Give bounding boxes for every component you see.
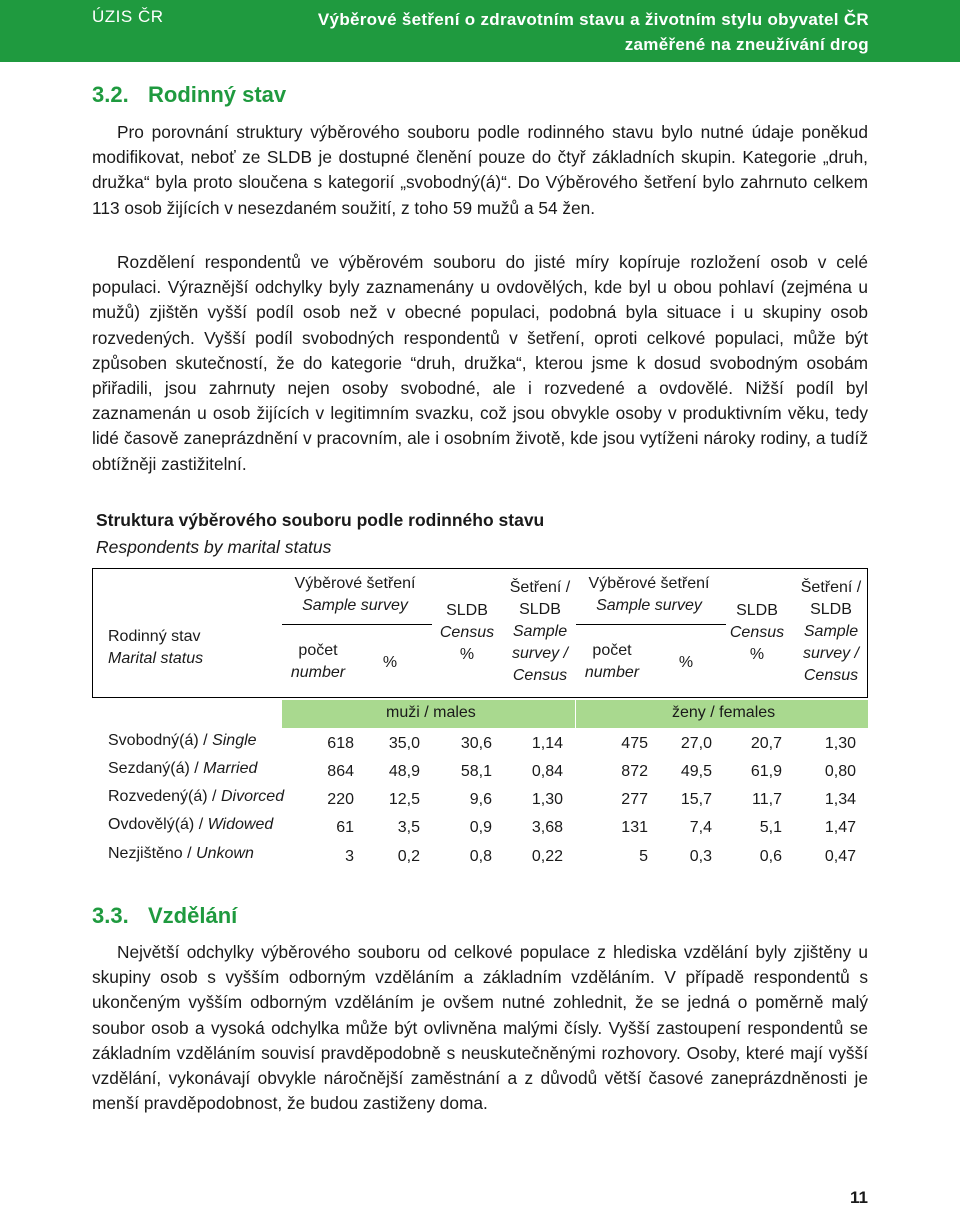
table-cell: 27,0 <box>680 735 712 752</box>
table-cell: 5,1 <box>759 819 782 836</box>
table-cell: 1,47 <box>824 819 856 836</box>
table-cell: 15,7 <box>680 791 712 808</box>
table-cell: 0,84 <box>531 763 563 780</box>
table-cell: 7,4 <box>689 819 712 836</box>
col-header-en: Sample survey <box>596 597 702 614</box>
table-cell: 12,5 <box>388 791 420 808</box>
col-header-line: SLDB <box>810 601 852 618</box>
table-cell: 618 <box>327 735 354 752</box>
col-header-census-males <box>432 600 502 666</box>
section-title: Rodinný stav <box>148 82 287 107</box>
table-cell: 3,68 <box>531 819 563 836</box>
header-underline <box>576 624 726 625</box>
table-cell: 131 <box>621 819 648 836</box>
table-cell: 9,6 <box>469 791 492 808</box>
table-cell: 220 <box>327 791 354 808</box>
table-cell: 0,6 <box>759 848 782 865</box>
table-cell: 864 <box>327 763 354 780</box>
col-header-marital-status <box>108 626 203 670</box>
row-label-en: Unkown <box>196 845 254 862</box>
row-label <box>108 788 284 806</box>
table-cell: 0,8 <box>469 848 492 865</box>
col-header-cz: Výběrové šetření <box>294 575 416 592</box>
band-males <box>282 700 575 728</box>
table-cell: 0,3 <box>689 848 712 865</box>
col-header-count-males <box>282 640 354 684</box>
header-underline <box>282 624 432 625</box>
band-label: muži / males <box>386 704 476 721</box>
col-header-census-females <box>722 600 792 666</box>
col-header-en: number <box>290 664 346 681</box>
header-title-line1: Výběrové šetření o zdravotním stavu a životním stylu obyvatel ČR <box>317 10 869 29</box>
col-header-line: Census <box>512 667 568 684</box>
header-org: ÚZIS ČR <box>92 7 164 26</box>
col-header-line: SLDB <box>519 601 561 618</box>
row-label-cz: Svobodný(á) / <box>108 732 208 749</box>
page-header <box>0 0 960 62</box>
table-cell: 49,5 <box>680 763 712 780</box>
col-header-cz: SLDB <box>446 602 488 619</box>
table-cell: 48,9 <box>388 763 420 780</box>
col-header-cz: počet <box>298 642 338 659</box>
table-cell: 0,2 <box>397 848 420 865</box>
col-header-line: Sample <box>512 623 568 640</box>
table-cell: 0,47 <box>824 848 856 865</box>
row-label <box>108 732 257 750</box>
table-cell: 0,80 <box>824 763 856 780</box>
row-label-cz: Sezdaný(á) / <box>108 760 199 777</box>
table-cell: 0,22 <box>531 848 563 865</box>
row-label-cz: Nezjištěno / <box>108 845 192 862</box>
table-cell: 61,9 <box>750 763 782 780</box>
col-header-en: Sample survey <box>302 597 408 614</box>
col-header-en: Census <box>439 624 495 641</box>
section-number: 3.2. <box>92 82 129 107</box>
band-label: ženy / females <box>672 704 776 721</box>
header-title <box>318 7 869 57</box>
col-header-line: Census <box>803 667 859 684</box>
col-header-en: Census <box>729 624 785 641</box>
col-header-en: number <box>584 664 640 681</box>
table-cell: 475 <box>621 735 648 752</box>
band-females <box>576 700 868 728</box>
row-label <box>108 816 273 834</box>
row-label-cz: Rozvedený(á) / <box>108 788 217 805</box>
row-label-en: Widowed <box>207 816 274 833</box>
table-cell: 0,9 <box>469 819 492 836</box>
col-header-count-females <box>576 640 648 684</box>
col-header-ratio-females <box>795 577 867 687</box>
table-cell: 1,30 <box>824 735 856 752</box>
table-cell: 5 <box>639 848 648 865</box>
section-heading-rodinny-stav <box>92 82 286 108</box>
section-number: 3.3. <box>92 903 129 928</box>
header-title-line2: zaměřené na zneužívání drog <box>624 35 869 54</box>
col-header-line: Sample <box>803 623 859 640</box>
table-cell: 1,14 <box>531 735 563 752</box>
page-number: 11 <box>850 1188 868 1207</box>
col-header-line: survey / <box>802 645 859 662</box>
col-header-cz: Výběrové šetření <box>588 575 710 592</box>
table-cell: 277 <box>621 791 648 808</box>
table-cell: 1,34 <box>824 791 856 808</box>
col-header-pct: % <box>459 646 475 663</box>
col-header-pct-females: % <box>678 654 694 671</box>
col-header-ratio-males <box>505 577 575 687</box>
row-label <box>108 845 254 863</box>
table-cell: 58,1 <box>460 763 492 780</box>
col-header-sample-survey-males <box>282 573 428 617</box>
row-label-en: Single <box>212 732 257 749</box>
row-label-en: Divorced <box>220 788 285 805</box>
row-label-en: Married <box>203 760 258 777</box>
col-header-cz: SLDB <box>736 602 778 619</box>
paragraph: Největší odchylky výběrového souboru od celkové populace z hlediska vzdělání byly zjištěny u skupiny osob s vyšším odborným vzděláním a základním vzděláním. V případě respondentů s ukončeným vyšším odborným vzděláním je ovšem nutné zohlednit, že se jedná o poměrně malý soubor osob a vysoká odchylka může být ovlivněna malými čísly. Vyšší zastoupení respondentů se základním vzděláním souvisí pravděpodobně s neuskutečněnými rozhovory. Osoby, které mají vyšší vzdělání, vykonávají obvykle náročnější zaměstnání a z důvodů větší časové zaneprázdněnosti je menší pravděpodobnost, že budou zastiženy doma. <box>92 942 868 1114</box>
table-cell: 872 <box>621 763 648 780</box>
table-cell: 35,0 <box>388 735 420 752</box>
paragraph: Rozdělení respondentů ve výběrovém souboru do jisté míry kopíruje rozložení osob v celé populaci. Výraznější odchylky byly zaznamenány u ovdovělých, kde byl u obou pohlaví (zejména u mužů) zjištěn vyšší podíl osob než v obecné populaci, podobná byla situace i u skupiny osob rozvedených. Vyšší podíl svobodných respondentů v šetření, oproti celkové populaci, může být způsoben skutečností, že do kategorie “druh, družka“, kterou jsme k dosud svobodným osobám přiřadili, jsou zahrnuty nejen osoby svobodné, ale i rozvedené a ovdovělé. Nižší podíl byl zaznamenán u osob žijících v legitimním svazku, což jsou obvykle osoby v produktivním věku, tedy lidé časově zaneprázdnění v pracovním, ale i osobním životě, kde jsou vytíženi nároky rodiny, a tudíž obtížněji zastižitelní. <box>92 252 868 474</box>
col-header-pct: % <box>749 646 765 663</box>
paragraph: Pro porovnání struktury výběrového souboru podle rodinného stavu bylo nutné údaje poněkud modifikovat, neboť ze SLDB je dostupné členění pouze do čtyř základních skupin. Kategorie „druh, družka“ byla proto sloučena s kategorií „svobodný(á)“. Do Výběrového šetření bylo zahrnuto celkem 113 osob žijících v nesezdaném soužití, z toho 59 mužů a 54 žen. <box>92 122 868 218</box>
col-header-en: Marital status <box>108 650 204 667</box>
col-header-cz: Rodinný stav <box>108 628 201 645</box>
row-label-cz: Ovdovělý(á) / <box>108 816 204 833</box>
table-cell: 30,6 <box>460 735 492 752</box>
col-header-line: Šetření / <box>509 579 571 596</box>
table-cell: 20,7 <box>750 735 782 752</box>
table-subtitle: Respondents by marital status <box>96 537 332 557</box>
col-header-line: Šetření / <box>800 579 862 596</box>
col-header-cz: počet <box>592 642 632 659</box>
table-cell: 3,5 <box>397 819 420 836</box>
col-header-line: survey / <box>511 645 568 662</box>
row-label <box>108 760 257 778</box>
table-cell: 61 <box>336 819 354 836</box>
section-title: Vzdělání <box>148 903 238 928</box>
col-header-sample-survey-females <box>576 573 722 617</box>
table-cell: 11,7 <box>752 791 782 808</box>
table-title: Struktura výběrového souboru podle rodinného stavu <box>96 510 545 530</box>
section-heading-vzdelani <box>92 903 237 929</box>
table-cell: 1,30 <box>531 791 563 808</box>
col-header-pct-males: % <box>382 654 398 671</box>
table-cell: 3 <box>345 848 354 865</box>
